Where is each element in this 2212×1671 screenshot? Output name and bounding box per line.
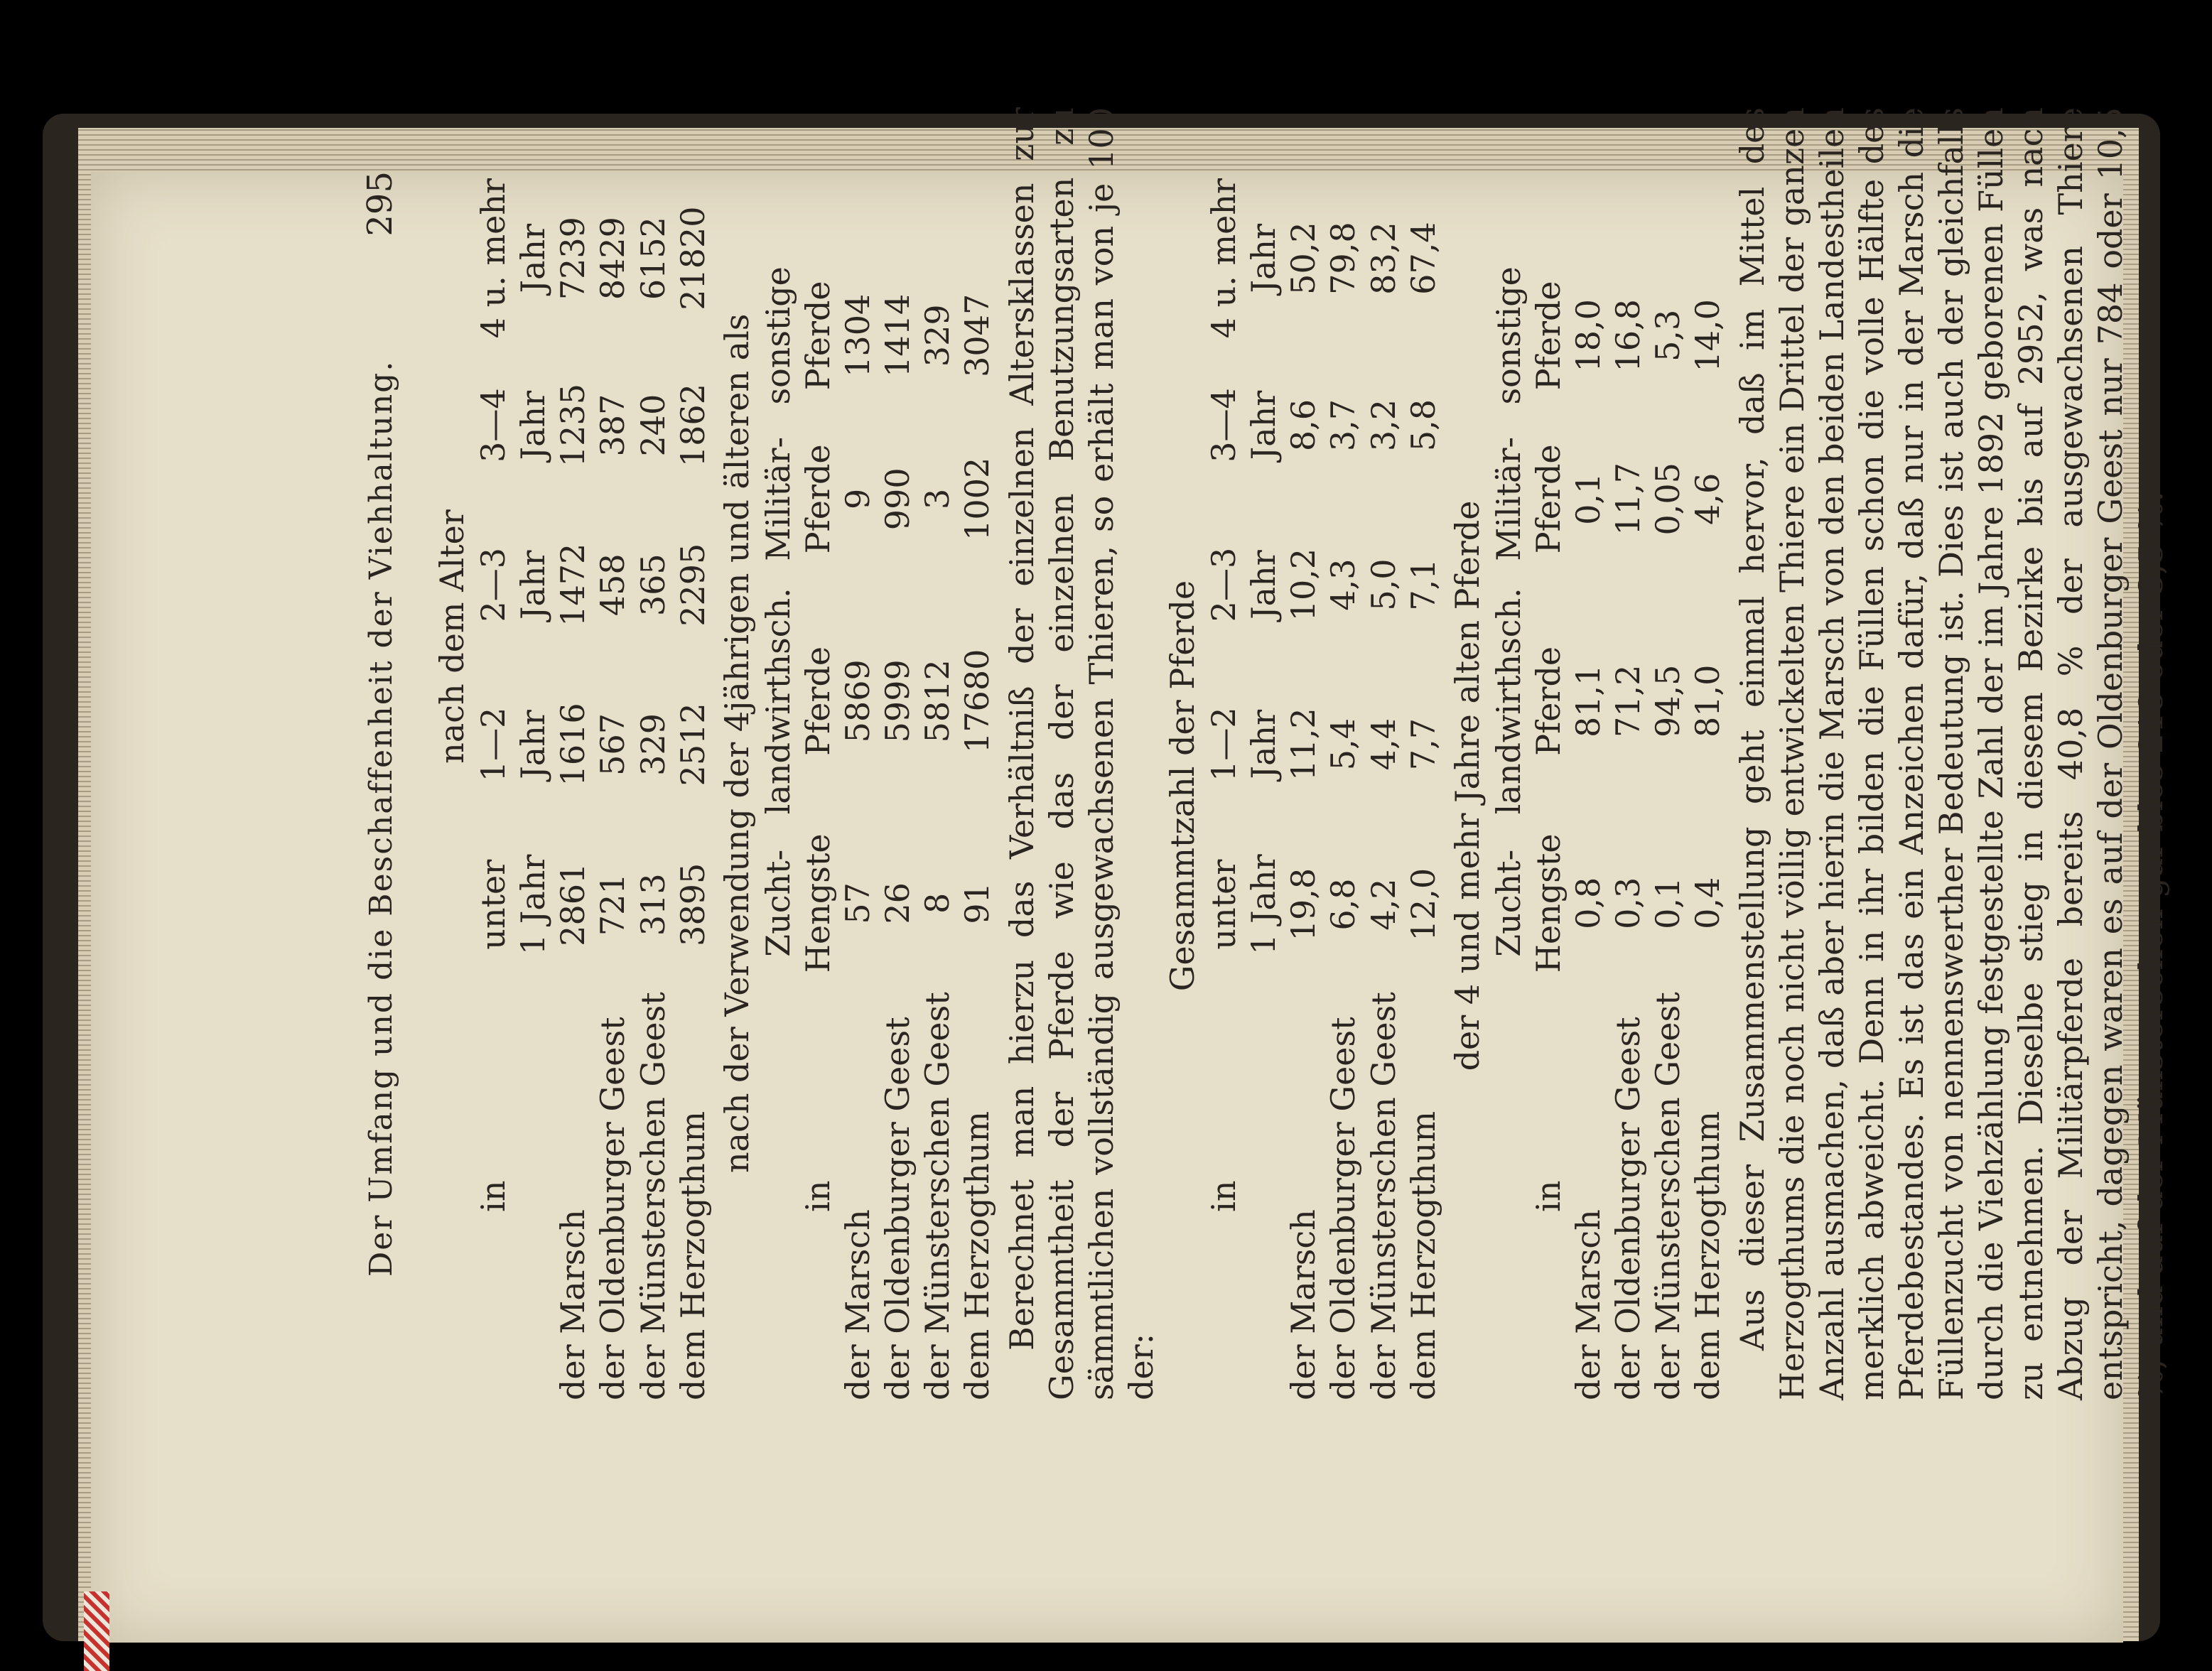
- table-row: [1608, 254, 1648, 1400]
- table-row: [1648, 254, 1688, 1400]
- table-cell: 8429: [593, 217, 632, 301]
- table-cell: 8: [918, 892, 957, 914]
- column-header: Jahr: [1244, 390, 1283, 460]
- table-cell: 5,4: [1324, 718, 1363, 771]
- column-header: Jahr: [1244, 550, 1283, 620]
- column-header: Pferde: [798, 281, 837, 391]
- column-header: Jahr: [1244, 223, 1283, 293]
- table-cell: 4,6: [1688, 472, 1727, 525]
- table-cell: 0,4: [1688, 877, 1727, 929]
- row-label: der Marsch: [838, 1209, 878, 1400]
- table-cell: 21820: [673, 206, 712, 310]
- row-label: der Marsch: [1284, 1209, 1323, 1400]
- table-row: [917, 254, 957, 1400]
- table-cell: 4,4: [1364, 718, 1403, 771]
- column-header: Pferde: [798, 444, 837, 554]
- table-cell: 7,1: [1403, 558, 1442, 611]
- column-header: [513, 985, 553, 1400]
- table-cell: 1472: [554, 543, 593, 627]
- table-cell: 19,8: [1284, 867, 1323, 941]
- table3-heading: Gesammtzahl der Pferde: [1162, 580, 1202, 992]
- table-row: [1323, 171, 1363, 1400]
- table-cell: 94,5: [1649, 664, 1688, 738]
- table-cell: 10,2: [1284, 548, 1323, 622]
- column-header: in: [1528, 1180, 1568, 1212]
- page-header: [360, 171, 401, 1400]
- table-row: [1568, 254, 1608, 1400]
- table-cell: 67,4: [1403, 222, 1442, 295]
- table-cell: 2861: [554, 862, 593, 946]
- table-row: [553, 171, 593, 1400]
- table-row: [633, 171, 673, 1400]
- column-header: Zucht-: [758, 849, 797, 957]
- table-cell: 79,8: [1324, 222, 1363, 295]
- column-header: Jahr: [1244, 709, 1283, 779]
- table-cell: 990: [878, 467, 917, 531]
- table-cell: 5,3: [1649, 309, 1688, 362]
- column-header: 3—4: [1204, 388, 1243, 463]
- table-cell: 5999: [878, 659, 917, 743]
- table-cell: 12,0: [1403, 867, 1442, 941]
- table-row: [673, 171, 713, 1400]
- table-cell: 240: [633, 394, 672, 457]
- row-label: der Münsterschen Geest: [918, 992, 957, 1400]
- table-cell: 3895: [673, 862, 712, 946]
- table-cell: 81,1: [1569, 664, 1608, 738]
- column-header: Jahr: [514, 390, 553, 460]
- column-header: 1—2: [474, 707, 513, 782]
- table-cell: 1414: [878, 293, 917, 377]
- table-row: [1364, 171, 1403, 1400]
- table-cell: 14,0: [1688, 299, 1727, 372]
- row-label: der Oldenburger Geest: [1324, 1017, 1363, 1400]
- table-cell: 83,2: [1364, 222, 1403, 295]
- table-cell: 1862: [673, 384, 712, 467]
- table-cell: 7,7: [1403, 718, 1442, 771]
- table-cell: 1002: [958, 457, 997, 541]
- table-cell: 3047: [958, 293, 997, 377]
- table-cell: 329: [918, 304, 957, 367]
- column-header-row: [1243, 171, 1283, 1400]
- table-cell: 0,1: [1569, 472, 1608, 525]
- bookmark-ribbon: [84, 1591, 109, 1671]
- table-age-percent: [1204, 171, 1443, 1400]
- table-cell: 721: [593, 873, 632, 936]
- table-cell: 567: [593, 713, 632, 776]
- table-cell: 50,2: [1284, 222, 1323, 295]
- column-header: 2—3: [1204, 547, 1243, 622]
- table-cell: 8,6: [1284, 399, 1323, 452]
- table-cell: 11,2: [1284, 708, 1323, 781]
- column-header-row: [1489, 254, 1528, 1400]
- row-label: dem Herzogthum: [958, 1111, 997, 1400]
- table-row: [1403, 171, 1443, 1400]
- table-cell: 91: [958, 882, 997, 924]
- table-cell: 5,8: [1403, 399, 1442, 452]
- column-header: Jahr: [514, 550, 553, 620]
- column-header: Zucht-: [1489, 849, 1528, 957]
- table-cell: 365: [633, 553, 672, 617]
- table-cell: 458: [593, 553, 632, 617]
- column-header: [1243, 985, 1283, 1400]
- table-cell: 1235: [554, 384, 593, 467]
- table-cell: 9: [838, 488, 878, 509]
- table-cell: 3,7: [1324, 399, 1363, 452]
- table-cell: 2295: [673, 543, 712, 627]
- column-header: 1—2: [1204, 707, 1243, 782]
- paragraph-percent-intro: Berechnet man hierzu das Verhältniß der einzelnen Altersklassen zur Gesammtheit der Pferde wie das der einzelnen Benutzungsarten zu sämmtlichen vollständig ausgewachsenen Thieren, so erhält man von je 100 der:: [1002, 107, 1160, 1400]
- table-cell: 71,2: [1609, 664, 1648, 738]
- table1-heading: nach dem Alter: [433, 509, 471, 764]
- table-cell: 0,3: [1609, 877, 1648, 929]
- row-label: der Oldenburger Geest: [878, 1017, 917, 1400]
- table-cell: 4,3: [1324, 558, 1363, 611]
- page-number: 295: [360, 171, 400, 237]
- column-header: landwirthsch.: [758, 588, 797, 815]
- row-label: der Marsch: [1569, 1209, 1608, 1400]
- column-header: unter: [474, 859, 513, 950]
- row-label: der Marsch: [554, 1209, 593, 1400]
- table-cell: 5812: [918, 659, 957, 743]
- column-header: 3—4: [474, 388, 513, 463]
- table-cell: 0,1: [1649, 877, 1688, 929]
- table-cell: 387: [593, 394, 632, 457]
- table-cell: 26: [878, 882, 917, 924]
- column-header: 4 u. mehr: [474, 178, 513, 339]
- table-row: [1688, 254, 1727, 1400]
- table-cell: 1304: [838, 293, 878, 377]
- table-cell: 6,8: [1324, 878, 1363, 931]
- table-row: [593, 171, 632, 1400]
- column-header: [1489, 985, 1528, 1400]
- column-header: in: [474, 1180, 513, 1212]
- table-cell: 16,8: [1609, 299, 1648, 372]
- row-label: der Oldenburger Geest: [1609, 1017, 1648, 1400]
- table-cell: 329: [633, 713, 672, 776]
- table-row: [957, 254, 997, 1400]
- column-header: Pferde: [798, 646, 837, 756]
- column-header: [758, 985, 798, 1400]
- column-header: in: [798, 1180, 837, 1212]
- table-cell: 11,7: [1609, 463, 1648, 536]
- row-label: der Oldenburger Geest: [593, 1017, 632, 1400]
- table-cell: 1616: [554, 703, 593, 786]
- table-cell: 5,0: [1364, 558, 1403, 611]
- table-cell: 2512: [673, 703, 712, 786]
- column-header: in: [1204, 1180, 1243, 1212]
- column-header: Militär-: [758, 436, 797, 561]
- column-header: Pferde: [1528, 444, 1568, 554]
- table-cell: 0,05: [1649, 463, 1688, 536]
- column-header: unter: [1204, 859, 1243, 950]
- table-cell: 4,2: [1364, 878, 1403, 931]
- table-cell: 18,0: [1569, 299, 1608, 372]
- column-header: Hengste: [798, 833, 837, 973]
- table-cell: 5869: [838, 659, 878, 743]
- table-usage: [758, 254, 998, 1400]
- table4-heading: der 4 und mehr Jahre alten Pferde: [1447, 500, 1487, 1071]
- column-header: 1 Jahr: [1244, 854, 1283, 955]
- table-cell: 3,2: [1364, 399, 1403, 452]
- column-header: landwirthsch.: [1489, 588, 1528, 815]
- row-label: dem Herzogthum: [673, 1111, 712, 1400]
- table-cell: 81,0: [1688, 664, 1727, 738]
- column-header: 1 Jahr: [514, 854, 553, 955]
- column-header: Militär-: [1489, 436, 1528, 561]
- table-age: [473, 171, 713, 1400]
- column-header: 2—3: [474, 547, 513, 622]
- column-header: Jahr: [514, 223, 553, 293]
- column-header: Hengste: [1528, 833, 1568, 973]
- column-header-row: [798, 254, 838, 1400]
- table-usage-percent: [1489, 254, 1728, 1400]
- column-header: Pferde: [1528, 646, 1568, 756]
- paragraph-conclusion: Aus dieser Zusammenstellung geht einmal hervor, daß im Mittel des Herzogthums die noch nicht völlig entwickelten Thiere ein Drittel der ganzen Anzahl ausmachen, daß aber hierin die Marsch von den beiden Landestheilen merklich abweicht. Denn in ihr bilden die Füllen schon die volle Hälfte des Pferdebestandes. Es ist das ein Anzeichen dafür, daß nur in der Marsch die Füllenzucht von nennenswerther Bedeutung ist. Dies ist auch der gleichfalls durch die Viehzählung festgestellte Zahl der im Jahre 1892 geborenen Füllen zu entnehmen. Dieselbe stieg in diesem Bezirke bis auf 2952, was nach Abzug der Militärpferde bereits 40,8 % der ausgewachsenen Thiere entspricht, dagegen waren es auf der Oldenburger Geest nur 784 oder 10,5 %, und auf der Münsterschen gar blos 218 oder 3,5 %.: [1732, 107, 2170, 1400]
- table-cell: 3: [918, 488, 957, 509]
- column-header: Jahr: [514, 710, 553, 779]
- column-header: sonstige: [758, 266, 797, 405]
- row-label: der Münsterschen Geest: [1364, 992, 1403, 1400]
- table-row: [878, 254, 917, 1400]
- table-cell: 6152: [633, 217, 672, 301]
- column-header-row: [1528, 254, 1568, 1400]
- table-cell: 0,8: [1569, 877, 1608, 929]
- column-header-row: [1204, 171, 1243, 1400]
- row-label: dem Herzogthum: [1688, 1111, 1727, 1400]
- table-cell: 313: [633, 873, 672, 936]
- column-header-row: [473, 171, 513, 1400]
- running-title: Der Umfang und die Beschaffenheit der Viehhaltung.: [363, 359, 399, 1277]
- column-header-row: [513, 171, 553, 1400]
- column-header: sonstige: [1489, 266, 1528, 405]
- table-cell: 17680: [958, 649, 997, 753]
- page-body: [431, 107, 2171, 1400]
- row-label: dem Herzogthum: [1403, 1111, 1442, 1400]
- row-label: der Münsterschen Geest: [1649, 992, 1688, 1400]
- table-cell: 7239: [554, 217, 593, 301]
- table-row: [1283, 171, 1323, 1400]
- table-cell: 57: [838, 882, 878, 924]
- table-row: [838, 254, 878, 1400]
- rotated-page-content: [90, 72, 2170, 1599]
- row-label: der Münsterschen Geest: [633, 992, 672, 1400]
- table2-heading: nach der Verwendung der 4jährigen und älteren als: [717, 313, 756, 1173]
- column-header: 4 u. mehr: [1204, 178, 1243, 339]
- column-header-row: [758, 254, 798, 1400]
- column-header: Pferde: [1528, 281, 1568, 391]
